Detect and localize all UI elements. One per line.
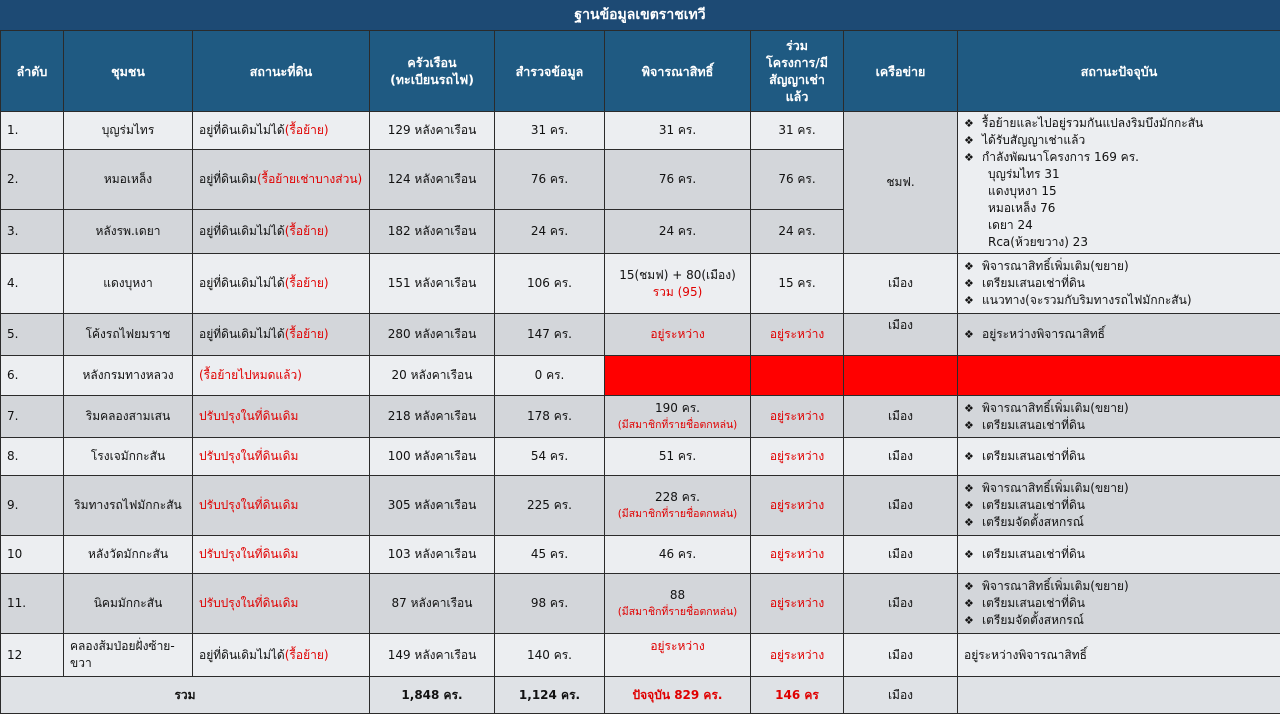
list-item: ❖ เตรียมจัดตั้งสหกรณ์ (964, 514, 1274, 531)
row-no: 2. (1, 150, 64, 210)
land-status: ปรับปรุงในที่ดินเดิม (193, 476, 370, 536)
community-name: โค้งรถไฟยมราช (64, 314, 193, 356)
joined: อยู่ระหว่าง (751, 314, 844, 356)
community-name: นิคมมักกะสัน (64, 574, 193, 634)
joined: อยู่ระหว่าง (751, 536, 844, 574)
households: 103 หลังคาเรือน (370, 536, 495, 574)
surveyed: 0 คร. (495, 356, 605, 396)
network: เมือง (844, 634, 958, 677)
joined: อยู่ระหว่าง (751, 396, 844, 438)
header-current-status: สถานะปัจจุบัน (958, 31, 1280, 112)
surveyed: 147 คร. (495, 314, 605, 356)
land-status: ปรับปรุงในที่ดินเดิม (193, 536, 370, 574)
list-item: ❖ เตรียมเสนอเช่าที่ดิน (964, 448, 1274, 465)
households: 149 หลังคาเรือน (370, 634, 495, 677)
list-item: ❖ พิจารณาสิทธิ์เพิ่มเติม(ขยาย) (964, 578, 1274, 595)
header-joined: ร่วม โครงการ/มี สัญญาเช่า แล้ว (751, 31, 844, 112)
land-status: อยู่ที่ดินเดิมไม่ได้(รื้อย้าย) (193, 112, 370, 150)
community-name: หมอเหล็ง (64, 150, 193, 210)
row-no: 1. (1, 112, 64, 150)
land-status: (รื้อย้ายไปหมดแล้ว) (193, 356, 370, 396)
sub-item: หมอเหล็ง 76 (988, 201, 1056, 215)
community-name: คลองส้มป่อยฝั่งซ้าย-ขวา (64, 634, 193, 677)
row-no: 6. (1, 356, 64, 396)
land-status: อยู่ที่ดินเดิมไม่ได้(รื้อย้าย) (193, 314, 370, 356)
considered: 46 คร. (605, 536, 751, 574)
households: 100 หลังคาเรือน (370, 438, 495, 476)
network: เมือง (844, 476, 958, 536)
list-item: ❖ พิจารณาสิทธิ์เพิ่มเติม(ขยาย) (964, 480, 1274, 497)
total-households: 1,848 คร. (370, 677, 495, 714)
table-row (1, 634, 1280, 677)
considered: 228 คร. (มีสมาชิกที่รายชื่อตกหล่น) (605, 476, 751, 536)
table-row (1, 314, 1280, 356)
surveyed: 31 คร. (495, 112, 605, 150)
sub-item: เดยา 24 (988, 218, 1033, 232)
total-row (1, 677, 1280, 714)
joined: อยู่ระหว่าง (751, 634, 844, 677)
land-status: ปรับปรุงในที่ดินเดิม (193, 396, 370, 438)
considered: 190 คร. (มีสมาชิกที่รายชื่อตกหล่น) (605, 396, 751, 438)
total-considered: ปัจจุบัน 829 คร. (605, 677, 751, 714)
header-surveyed: สำรวจข้อมูล (495, 31, 605, 112)
current-status (958, 476, 1280, 536)
district-data-table (0, 30, 1280, 714)
row-no: 10 (1, 536, 64, 574)
network: เมือง (844, 396, 958, 438)
page-title: ฐานข้อมูลเขตราชเทวี (0, 0, 1280, 30)
land-status: อยู่ที่ดินเดิมไม่ได้(รื้อย้าย) (193, 254, 370, 314)
header-no: ลำดับ (1, 31, 64, 112)
list-item: ❖ พิจารณาสิทธิ์เพิ่มเติม(ขยาย) (964, 400, 1274, 417)
land-status: ปรับปรุงในที่ดินเดิม (193, 574, 370, 634)
surveyed: 54 คร. (495, 438, 605, 476)
table-row (1, 574, 1280, 634)
list-item: ❖ ได้รับสัญญาเช่าแล้ว (964, 132, 1274, 149)
land-status: ปรับปรุงในที่ดินเดิม (193, 438, 370, 476)
header-community: ชุมชน (64, 31, 193, 112)
joined: 31 คร. (751, 112, 844, 150)
households: 182 หลังคาเรือน (370, 210, 495, 254)
row-no: 9. (1, 476, 64, 536)
current-status (958, 314, 1280, 356)
total-surveyed: 1,124 คร. (495, 677, 605, 714)
table-row (1, 112, 1280, 150)
surveyed: 76 คร. (495, 150, 605, 210)
network: เมือง (844, 536, 958, 574)
joined: 24 คร. (751, 210, 844, 254)
sub-item: บุญร่มไทร 31 (988, 167, 1060, 181)
surveyed: 225 คร. (495, 476, 605, 536)
considered: 51 คร. (605, 438, 751, 476)
households: 218 หลังคาเรือน (370, 396, 495, 438)
surveyed: 178 คร. (495, 396, 605, 438)
community-name: หลังวัดมักกะสัน (64, 536, 193, 574)
current-status (958, 438, 1280, 476)
joined-empty (751, 356, 844, 396)
row-no: 8. (1, 438, 64, 476)
surveyed: 98 คร. (495, 574, 605, 634)
community-name: หลังรพ.เดยา (64, 210, 193, 254)
considered: 76 คร. (605, 150, 751, 210)
row-no: 12 (1, 634, 64, 677)
land-status: อยู่ที่ดินเดิมไม่ได้(รื้อย้าย) (193, 634, 370, 677)
table-row (1, 476, 1280, 536)
list-item: ❖ พิจารณาสิทธิ์เพิ่มเติม(ขยาย) (964, 258, 1274, 275)
households: 124 หลังคาเรือน (370, 150, 495, 210)
households: 280 หลังคาเรือน (370, 314, 495, 356)
list-item: ❖ รื้อย้ายและไปอยู่รวมกันแปลงริมบึงมักกะสัน (964, 115, 1274, 132)
joined: 15 คร. (751, 254, 844, 314)
joined: อยู่ระหว่าง (751, 574, 844, 634)
considered: 88 (มีสมาชิกที่รายชื่อตกหล่น) (605, 574, 751, 634)
table-row (1, 536, 1280, 574)
table-row (1, 254, 1280, 314)
households: 87 หลังคาเรือน (370, 574, 495, 634)
row-no: 7. (1, 396, 64, 438)
network: เมือง (844, 314, 958, 356)
households: 151 หลังคาเรือน (370, 254, 495, 314)
list-item: ❖ แนวทาง(จะรวมกับริมทางรถไฟมักกะสัน) (964, 292, 1274, 309)
surveyed: 140 คร. (495, 634, 605, 677)
table-row (1, 356, 1280, 396)
list-item: ❖ กำลังพัฒนาโครงการ 169 คร. (964, 149, 1274, 166)
community-name: หลังกรมทางหลวง (64, 356, 193, 396)
network: เมือง (844, 438, 958, 476)
list-item: ❖ เตรียมเสนอเช่าที่ดิน (964, 595, 1274, 612)
header-network: เครือข่าย (844, 31, 958, 112)
considered: อยู่ระหว่าง (605, 314, 751, 356)
network: เมือง (844, 574, 958, 634)
joined: 76 คร. (751, 150, 844, 210)
community-name: ริมคลองสามเสน (64, 396, 193, 438)
list-item: ❖ เตรียมจัดตั้งสหกรณ์ (964, 612, 1274, 629)
households: 305 หลังคาเรือน (370, 476, 495, 536)
current-status (958, 396, 1280, 438)
joined: อยู่ระหว่าง (751, 438, 844, 476)
land-status: อยู่ที่ดินเดิม(รื้อย้ายเช่าบางส่วน) (193, 150, 370, 210)
header-households: ครัวเรือน (ทะเบียนรถไฟ) (370, 31, 495, 112)
network: เมือง (844, 254, 958, 314)
group-network: ชมฟ. (844, 112, 958, 254)
considered: 15(ชมฟ) + 80(เมือง) รวม (95) (605, 254, 751, 314)
total-network: เมือง (844, 677, 958, 714)
table-row (1, 438, 1280, 476)
surveyed: 106 คร. (495, 254, 605, 314)
total-current-empty (958, 677, 1280, 714)
network-empty (844, 356, 958, 396)
sub-item: Rca(ห้วยขวาง) 23 (988, 235, 1088, 249)
joined: อยู่ระหว่าง (751, 476, 844, 536)
row-no: 4. (1, 254, 64, 314)
land-status: อยู่ที่ดินเดิมไม่ได้(รื้อย้าย) (193, 210, 370, 254)
header-considered: พิจารณาสิทธิ์ (605, 31, 751, 112)
surveyed: 45 คร. (495, 536, 605, 574)
households: 129 หลังคาเรือน (370, 112, 495, 150)
group-current-status (958, 112, 1280, 254)
current-status (958, 536, 1280, 574)
list-item: ❖ เตรียมเสนอเช่าที่ดิน (964, 497, 1274, 514)
table-row (1, 396, 1280, 438)
row-no: 3. (1, 210, 64, 254)
community-name: ริมทางรถไฟมักกะสัน (64, 476, 193, 536)
considered: 24 คร. (605, 210, 751, 254)
current-status (958, 574, 1280, 634)
total-label: รวม (1, 677, 370, 714)
list-item: ❖ อยู่ระหว่างพิจารณาสิทธิ์ (964, 326, 1274, 343)
header-row (1, 31, 1280, 112)
considered: อยู่ระหว่าง (605, 634, 751, 677)
current-status (958, 254, 1280, 314)
community-name: บุญร่มไทร (64, 112, 193, 150)
list-item: ❖ เตรียมเสนอเช่าที่ดิน (964, 417, 1274, 434)
row-no: 11. (1, 574, 64, 634)
total-joined: 146 คร (751, 677, 844, 714)
households: 20 หลังคาเรือน (370, 356, 495, 396)
row-no: 5. (1, 314, 64, 356)
considered: 31 คร. (605, 112, 751, 150)
sub-item: แดงบุหงา 15 (988, 184, 1057, 198)
list-item: ❖ เตรียมเสนอเช่าที่ดิน (964, 546, 1274, 563)
surveyed: 24 คร. (495, 210, 605, 254)
community-name: แดงบุหงา (64, 254, 193, 314)
list-item: ❖ เตรียมเสนอเช่าที่ดิน (964, 275, 1274, 292)
community-name: โรงเจมักกะสัน (64, 438, 193, 476)
current-status-empty (958, 356, 1280, 396)
header-land-status: สถานะที่ดิน (193, 31, 370, 112)
considered-empty (605, 356, 751, 396)
current-status: อยู่ระหว่างพิจารณาสิทธิ์ (958, 634, 1280, 677)
